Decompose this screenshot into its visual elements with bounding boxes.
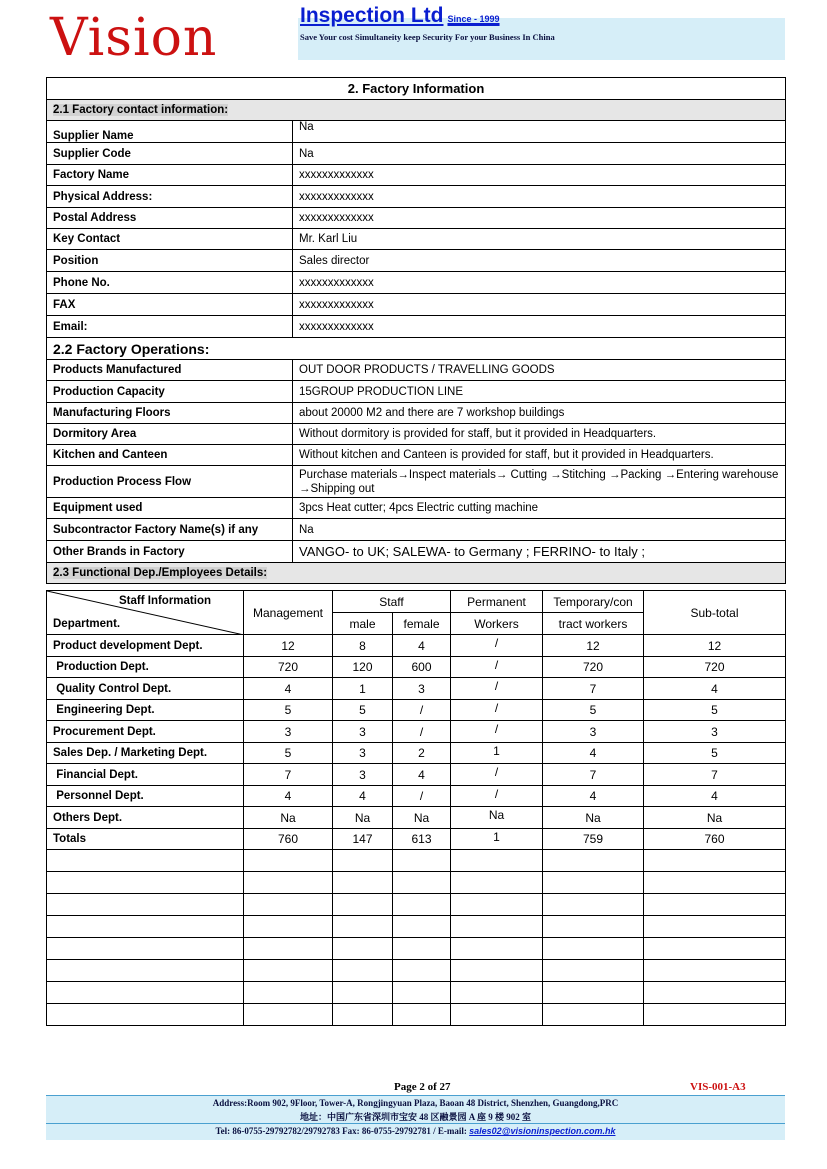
empty-cell — [543, 872, 644, 894]
employee-subtotal-cell: 5 — [644, 700, 786, 721]
department-name: Quality Control Dept. — [47, 678, 244, 700]
empty-row — [47, 894, 786, 916]
operations-label: Subcontractor Factory Name(s) if any — [47, 519, 293, 541]
contact-value: Na — [293, 121, 786, 143]
empty-cell — [543, 850, 644, 872]
empty-cell — [47, 894, 244, 916]
employee-row — [47, 786, 786, 807]
operations-row — [47, 360, 786, 381]
employee-male-cell: 1 — [333, 678, 393, 700]
contact-row — [47, 165, 786, 186]
empty-cell — [333, 1004, 393, 1026]
empty-cell — [451, 916, 543, 938]
contact-label: Email: — [47, 316, 293, 338]
empty-cell — [393, 916, 451, 938]
contact-row — [47, 186, 786, 208]
permanent-header-1: Permanent — [451, 591, 543, 613]
employee-male-cell: Na — [333, 807, 393, 829]
operations-heading: 2.2 Factory Operations: — [47, 338, 786, 360]
employee-row — [47, 635, 786, 657]
operations-label: Dormitory Area — [47, 424, 293, 445]
vision-logo: Vision — [50, 8, 218, 68]
empty-cell — [244, 960, 333, 982]
employees-heading — [47, 563, 786, 584]
empty-cell — [244, 894, 333, 916]
contact-value: xxxxxxxxxxxxx — [293, 316, 786, 338]
employee-permanent-cell: 1 — [451, 743, 543, 764]
empty-cell — [644, 872, 786, 894]
empty-cell — [47, 982, 244, 1004]
empty-row — [47, 850, 786, 872]
empty-cell — [543, 894, 644, 916]
empty-row — [47, 872, 786, 894]
empty-cell — [47, 850, 244, 872]
footer-email-link[interactable]: sales02@visioninspection.com.hk — [469, 1126, 616, 1136]
empty-cell — [644, 894, 786, 916]
temporary-header-1: Temporary/con — [543, 591, 644, 613]
employee-female-cell: 600 — [393, 657, 451, 678]
footer-separator — [46, 1123, 785, 1124]
operations-label: Production Capacity — [47, 381, 293, 403]
empty-cell — [451, 894, 543, 916]
employee-management-cell: 4 — [244, 678, 333, 700]
contact-value: Na — [293, 143, 786, 165]
empty-cell — [393, 872, 451, 894]
employee-subtotal-cell: Na — [644, 807, 786, 829]
company-name — [300, 4, 500, 28]
empty-cell — [333, 960, 393, 982]
employee-female-cell: / — [393, 721, 451, 743]
employee-subtotal-cell: 720 — [644, 657, 786, 678]
empty-cell — [47, 960, 244, 982]
company-tagline: Save Your cost Simultaneity keep Security For your Business In China — [300, 32, 555, 42]
contact-label: Supplier Name — [47, 121, 293, 143]
empty-cell — [393, 894, 451, 916]
empty-cell — [333, 916, 393, 938]
contact-value: xxxxxxxxxxxxx — [293, 165, 786, 186]
employee-row — [47, 764, 786, 786]
department-name: Totals — [47, 829, 244, 850]
operations-value: VANGO- to UK; SALEWA- to Germany ; FERRINO- to Italy ; — [293, 541, 786, 563]
temporary-header-2: tract workers — [543, 613, 644, 635]
empty-cell — [644, 960, 786, 982]
employee-male-cell: 4 — [333, 786, 393, 807]
footer-address-en: Address:Room 902, 9Floor, Tower-A, Rongjingyuan Plaza, Baoan 48 District, Shenzhen, Guangdong,PRC — [212, 1098, 619, 1108]
section-title: 2. Factory Information — [47, 78, 786, 100]
empty-cell — [47, 872, 244, 894]
department-name: Personnel Dept. — [47, 786, 244, 807]
employee-female-cell: Na — [393, 807, 451, 829]
empty-row — [47, 938, 786, 960]
operations-value: 15GROUP PRODUCTION LINE — [293, 381, 786, 403]
department-name: Sales Dep. / Marketing Dept. — [47, 743, 244, 764]
employee-subtotal-cell: 7 — [644, 764, 786, 786]
employee-permanent-cell: / — [451, 700, 543, 721]
department-label: Department. — [53, 618, 121, 630]
management-header: Management — [244, 591, 333, 635]
employee-male-cell: 147 — [333, 829, 393, 850]
contact-row — [47, 121, 786, 143]
empty-cell — [244, 982, 333, 1004]
empty-cell — [543, 916, 644, 938]
empty-cell — [543, 960, 644, 982]
empty-cell — [644, 938, 786, 960]
department-name: Engineering Dept. — [47, 700, 244, 721]
empty-cell — [543, 1004, 644, 1026]
employee-male-cell: 3 — [333, 743, 393, 764]
employee-subtotal-cell: 5 — [644, 743, 786, 764]
contact-row — [47, 272, 786, 294]
operations-value: OUT DOOR PRODUCTS / TRAVELLING GOODS — [293, 360, 786, 381]
empty-cell — [244, 916, 333, 938]
contact-row — [47, 250, 786, 272]
employee-temporary-cell: 7 — [543, 678, 644, 700]
contact-label: Physical Address: — [47, 186, 293, 208]
employee-temporary-cell: 7 — [543, 764, 644, 786]
empty-cell — [333, 894, 393, 916]
employee-temporary-cell: 4 — [543, 786, 644, 807]
empty-cell — [47, 916, 244, 938]
empty-cell — [244, 850, 333, 872]
employee-temporary-cell: 12 — [543, 635, 644, 657]
empty-cell — [244, 938, 333, 960]
operations-row — [47, 541, 786, 563]
company-name-text: Inspection Ltd — [300, 4, 444, 27]
employee-permanent-cell: / — [451, 678, 543, 700]
employee-row — [47, 657, 786, 678]
employee-temporary-cell: 4 — [543, 743, 644, 764]
empty-cell — [393, 850, 451, 872]
employees-heading-text: 2.3 Functional Dep./Employees Details: — [53, 567, 268, 579]
employee-subtotal-cell: 3 — [644, 721, 786, 743]
employee-row — [47, 743, 786, 764]
empty-cell — [333, 938, 393, 960]
employee-male-cell: 8 — [333, 635, 393, 657]
contact-label: Postal Address — [47, 208, 293, 229]
operations-label: Production Process Flow — [47, 466, 293, 498]
empty-cell — [644, 916, 786, 938]
footer-contact-text: Tel: 86-0755-29792782/29792783 Fax: 86-0755-29792781 / E-mail: — [215, 1126, 470, 1136]
operations-row — [47, 519, 786, 541]
employee-male-cell: 3 — [333, 721, 393, 743]
operations-label: Products Manufactured — [47, 360, 293, 381]
contact-row — [47, 143, 786, 165]
empty-cell — [451, 872, 543, 894]
empty-cell — [644, 1004, 786, 1026]
employee-management-cell: Na — [244, 807, 333, 829]
employee-management-cell: 5 — [244, 743, 333, 764]
department-name: Financial Dept. — [47, 764, 244, 786]
operations-label: Manufacturing Floors — [47, 403, 293, 424]
employee-management-cell: 720 — [244, 657, 333, 678]
empty-cell — [393, 960, 451, 982]
contact-label: Position — [47, 250, 293, 272]
employee-temporary-cell: 5 — [543, 700, 644, 721]
contact-row — [47, 294, 786, 316]
employee-subtotal-cell: 12 — [644, 635, 786, 657]
operations-row — [47, 466, 786, 498]
employee-subtotal-cell: 4 — [644, 786, 786, 807]
operations-label: Equipment used — [47, 498, 293, 519]
empty-cell — [244, 872, 333, 894]
employee-row — [47, 807, 786, 829]
since-label: Since - 1999 — [447, 14, 500, 24]
page-number: Page 2 of 27 — [394, 1081, 451, 1093]
employee-permanent-cell: / — [451, 786, 543, 807]
contact-label: Phone No. — [47, 272, 293, 294]
operations-value: Without dormitory is provided for staff, but it provided in Headquarters. — [293, 424, 786, 445]
employee-permanent-cell: / — [451, 657, 543, 678]
staff-information-label: Staff Information — [119, 595, 211, 607]
employee-temporary-cell: 3 — [543, 721, 644, 743]
operations-row — [47, 403, 786, 424]
employee-row — [47, 678, 786, 700]
operations-label: Kitchen and Canteen — [47, 445, 293, 466]
contact-value: Sales director — [293, 250, 786, 272]
operations-row — [47, 498, 786, 519]
department-name: Product development Dept. — [47, 635, 244, 657]
empty-cell — [333, 872, 393, 894]
employee-female-cell: 4 — [393, 635, 451, 657]
contact-label: Key Contact — [47, 229, 293, 250]
employee-management-cell: 5 — [244, 700, 333, 721]
contact-value: xxxxxxxxxxxxx — [293, 208, 786, 229]
contact-label: FAX — [47, 294, 293, 316]
empty-cell — [244, 1004, 333, 1026]
department-name: Production Dept. — [47, 657, 244, 678]
empty-row — [47, 916, 786, 938]
empty-row — [47, 1004, 786, 1026]
employee-female-cell: / — [393, 786, 451, 807]
employee-row — [47, 829, 786, 850]
empty-cell — [543, 982, 644, 1004]
employees-heading-row — [47, 563, 786, 584]
contact-heading-text: 2.1 Factory contact information: — [53, 104, 229, 116]
employee-row — [47, 721, 786, 743]
factory-info-table — [46, 77, 786, 584]
operations-value: Without kitchen and Canteen is provided for staff, but it provided in Headquarters. — [293, 445, 786, 466]
empty-cell — [451, 960, 543, 982]
employee-male-cell: 3 — [333, 764, 393, 786]
staff-header: Staff — [333, 591, 451, 613]
employee-female-cell: / — [393, 700, 451, 721]
employee-management-cell: 3 — [244, 721, 333, 743]
department-name: Others Dept. — [47, 807, 244, 829]
contact-label: Supplier Code — [47, 143, 293, 165]
empty-cell — [47, 938, 244, 960]
employee-permanent-cell: 1 — [451, 829, 543, 850]
empty-row — [47, 982, 786, 1004]
document-code: VIS-001-A3 — [690, 1081, 746, 1093]
footer-contact — [46, 1126, 785, 1136]
contact-row — [47, 229, 786, 250]
contact-value: xxxxxxxxxxxxx — [293, 272, 786, 294]
empty-cell — [644, 982, 786, 1004]
operations-row — [47, 381, 786, 403]
empty-cell — [393, 982, 451, 1004]
empty-cell — [644, 850, 786, 872]
employee-male-cell: 120 — [333, 657, 393, 678]
staff-department-header — [47, 591, 244, 635]
subtotal-header: Sub-total — [644, 591, 786, 635]
empty-cell — [451, 1004, 543, 1026]
operations-row — [47, 445, 786, 466]
empty-row — [47, 960, 786, 982]
employee-temporary-cell: 759 — [543, 829, 644, 850]
female-header: female — [393, 613, 451, 635]
operations-row — [47, 424, 786, 445]
contact-value: xxxxxxxxxxxxx — [293, 186, 786, 208]
contact-row — [47, 208, 786, 229]
permanent-header-2: Workers — [451, 613, 543, 635]
contact-label: Factory Name — [47, 165, 293, 186]
employee-management-cell: 7 — [244, 764, 333, 786]
employee-management-cell: 4 — [244, 786, 333, 807]
employee-temporary-cell: Na — [543, 807, 644, 829]
operations-value: 3pcs Heat cutter; 4pcs Electric cutting machine — [293, 498, 786, 519]
employee-permanent-cell: / — [451, 721, 543, 743]
empty-cell — [451, 982, 543, 1004]
employee-female-cell: 3 — [393, 678, 451, 700]
empty-cell — [451, 850, 543, 872]
operations-label: Other Brands in Factory — [47, 541, 293, 563]
empty-cell — [543, 938, 644, 960]
operations-value: Na — [293, 519, 786, 541]
employee-management-cell: 12 — [244, 635, 333, 657]
empty-cell — [393, 1004, 451, 1026]
contact-value: xxxxxxxxxxxxx — [293, 294, 786, 316]
employee-female-cell: 613 — [393, 829, 451, 850]
operations-heading-row — [47, 338, 786, 360]
footer-address-cn: 地址：中国广东省深圳市宝安 48 区融景园 A 座 9 楼 902 室 — [299, 1112, 531, 1122]
operations-value: about 20000 M2 and there are 7 workshop buildings — [293, 403, 786, 424]
employee-permanent-cell: / — [451, 764, 543, 786]
employee-table — [46, 590, 786, 1026]
empty-cell — [451, 938, 543, 960]
empty-cell — [47, 1004, 244, 1026]
male-header: male — [333, 613, 393, 635]
employee-female-cell: 4 — [393, 764, 451, 786]
employee-temporary-cell: 720 — [543, 657, 644, 678]
empty-cell — [333, 850, 393, 872]
employee-male-cell: 5 — [333, 700, 393, 721]
operations-value: Purchase materials→Inspect materials→ Cutting →Stitching →Packing →Entering warehouse →Shipping out — [293, 466, 786, 498]
employee-subtotal-cell: 760 — [644, 829, 786, 850]
department-name: Procurement Dept. — [47, 721, 244, 743]
employee-subtotal-cell: 4 — [644, 678, 786, 700]
employee-permanent-cell: Na — [451, 807, 543, 829]
employee-female-cell: 2 — [393, 743, 451, 764]
employee-management-cell: 760 — [244, 829, 333, 850]
empty-cell — [393, 938, 451, 960]
contact-row — [47, 316, 786, 338]
employee-row — [47, 700, 786, 721]
empty-cell — [333, 982, 393, 1004]
contact-heading — [47, 100, 786, 121]
employee-permanent-cell: / — [451, 635, 543, 657]
contact-value: Mr. Karl Liu — [293, 229, 786, 250]
